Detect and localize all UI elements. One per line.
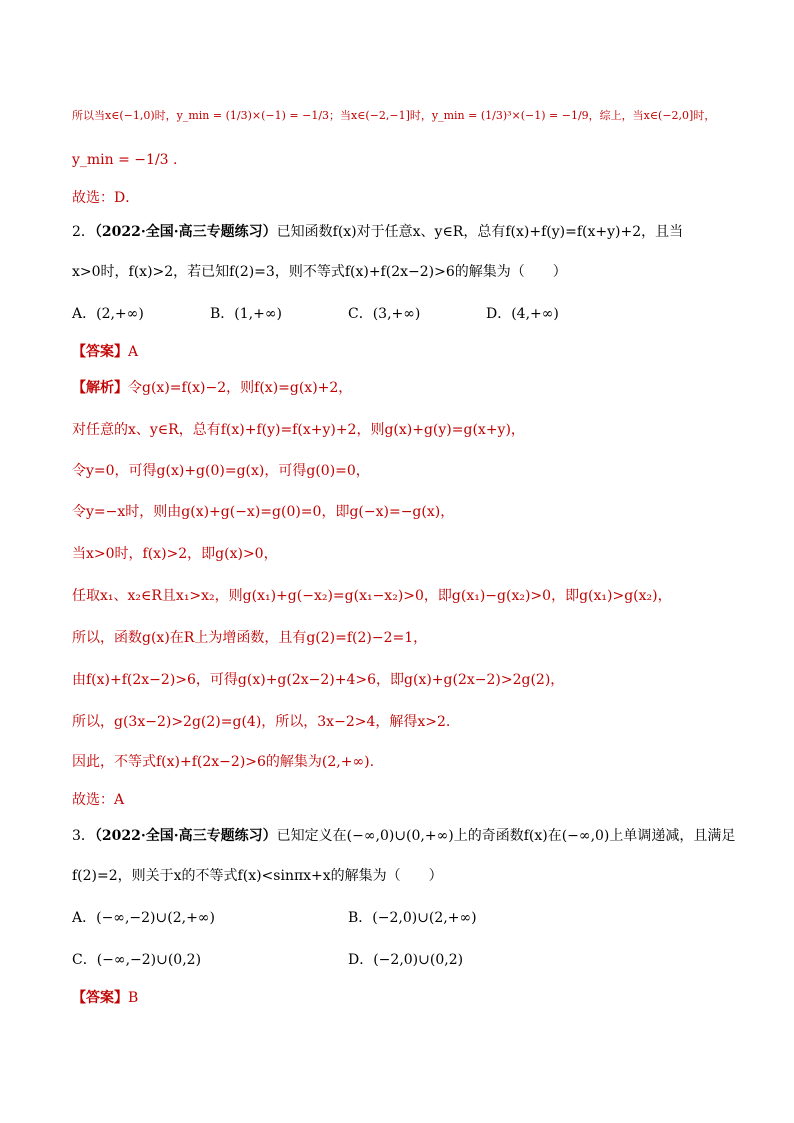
solution-line: 所以当x∈(−1,0)时，y_min = (1/3)×(−1) = −1/3；当x∈(−2,−1]时，y_min = (1/3)³×(−1) = −1/9，综上，当x∈(−2,0]时， bbox=[72, 109, 716, 122]
question-source: （2022·全国·高三专题练习） bbox=[94, 828, 277, 844]
option-d: D．(−2,0)∪(0,2) bbox=[348, 952, 464, 968]
answer-value: A bbox=[128, 344, 139, 360]
question-text: 已知函数f(x)对于任意x、y∈R，总有f(x)+f(y)=f(x+y)+2，且当 bbox=[276, 224, 684, 240]
question-source: （2022·全国·高三专题练习） bbox=[94, 224, 277, 240]
option-c: C．(3,+∞) bbox=[348, 306, 421, 322]
solution-line: 因此，不等式f(x)+f(2x−2)>6的解集为(2,+∞). bbox=[72, 754, 375, 770]
analysis-text: 令g(x)=f(x)−2，则f(x)=g(x)+2， bbox=[128, 380, 353, 396]
solution-line: 所以，g(3x−2)>2g(2)=g(4)，所以，3x−2>4，解得x>2. bbox=[72, 714, 451, 730]
answer-tag: 【答案】 bbox=[72, 990, 128, 1006]
solution-line: y_min = −1/3 . bbox=[72, 152, 178, 168]
answer-choice-line: 故选：A bbox=[72, 792, 125, 808]
solution-line: 所以，函数g(x)在R上为增函数，且有g(2)=f(2)−2=1， bbox=[72, 630, 428, 646]
answer-line bbox=[72, 988, 138, 1008]
solution-line: 任取x₁、x₂∈R且x₁>x₂，则g(x₁)+g(−x₂)=g(x₁−x₂)>0，即g(x₁)−g(x₂)>0，即g(x₁)>g(x₂)， bbox=[72, 588, 672, 604]
option-d: D．(4,+∞) bbox=[486, 306, 559, 322]
solution-line: 当x>0时，f(x)>2，即g(x)>0， bbox=[72, 546, 278, 562]
question-number: 2． bbox=[72, 224, 95, 240]
solution-line: 令y=0，可得g(x)+g(0)=g(x)，可得g(0)=0， bbox=[72, 463, 370, 479]
answer-choice-line: 故选：D． bbox=[72, 190, 140, 206]
answer-value: B bbox=[128, 990, 139, 1006]
solution-line: 对任意的x、y∈R，总有f(x)+f(y)=f(x+y)+2，则g(x)+g(y)=g(x+y)， bbox=[72, 422, 525, 438]
option-b: B．(1,+∞) bbox=[210, 306, 282, 322]
option-c: C．(−∞,−2)∪(0,2) bbox=[72, 952, 202, 968]
question-number: 3． bbox=[72, 828, 95, 844]
solution-line: 由f(x)+f(2x−2)>6，可得g(x)+g(2x−2)+4>6，即g(x)+g(2x−2)>2g(2)， bbox=[72, 672, 565, 688]
analysis-line bbox=[72, 378, 352, 398]
analysis-tag: 【解析】 bbox=[72, 380, 128, 396]
solution-line: 令y=−x时，则由g(x)+g(−x)=g(0)=0，即g(−x)=−g(x)， bbox=[72, 504, 455, 520]
question-2-stem bbox=[72, 222, 683, 242]
answer-line bbox=[72, 342, 138, 362]
answer-tag: 【答案】 bbox=[72, 344, 128, 360]
question-3-stem-cont: f(2)=2，则关于x的不等式f(x)<sinπx+x的解集为（ ） bbox=[72, 868, 443, 884]
question-text: 已知定义在(−∞,0)∪(0,+∞)上的奇函数f(x)在(−∞,0)上单调递减，且满足 bbox=[276, 828, 736, 844]
option-b: B．(−2,0)∪(2,+∞) bbox=[348, 910, 477, 926]
option-a: A．(−∞,−2)∪(2,+∞) bbox=[72, 910, 215, 926]
question-2-stem-cont: x>0时，f(x)>2，若已知f(2)=3，则不等式f(x)+f(2x−2)>6的解集为（ ） bbox=[72, 264, 567, 280]
option-a: A．(2,+∞) bbox=[72, 306, 144, 322]
question-3-stem bbox=[72, 826, 735, 846]
